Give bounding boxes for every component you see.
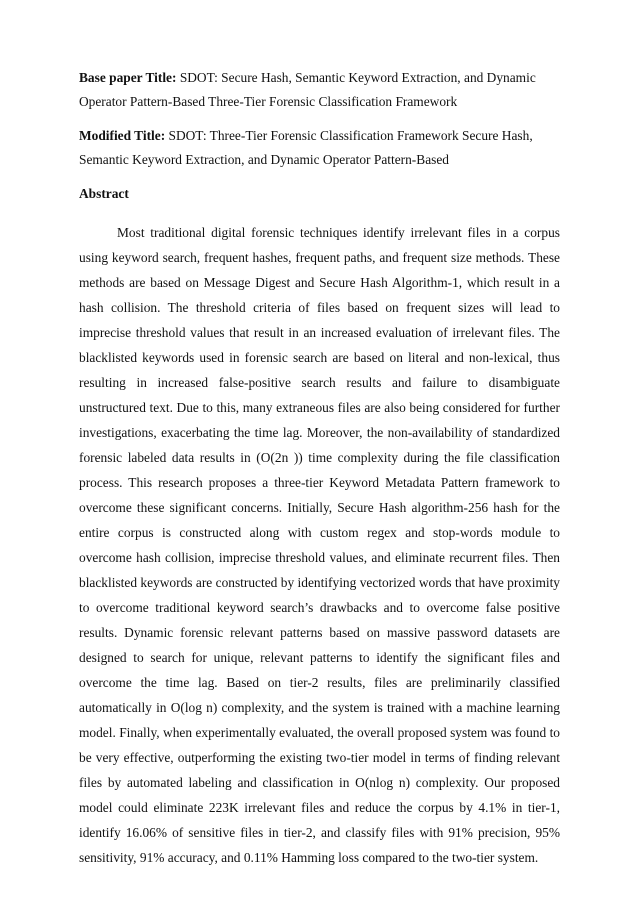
- base-paper-title-text: SDOT: Secure Hash, Semantic Keyword Extraction, and Dynamic Operator Pattern-Based Three-Tier Forensic Classification Framework: [79, 70, 536, 109]
- document-page: [79, 66, 560, 870]
- modified-title-label: Modified Title:: [79, 128, 166, 143]
- modified-title-text: SDOT: Three-Tier Forensic Classification Framework Secure Hash, Semantic Keyword Extraction, and Dynamic Operator Pattern-Based: [79, 128, 533, 167]
- base-paper-label: Base paper Title:: [79, 70, 177, 85]
- abstract-body: Most traditional digital forensic techniques identify irrelevant files in a corpus using keyword search, frequent hashes, frequent paths, and frequent size methods. These methods are based on Message Digest and Secure Hash Algorithm-1, which result in a hash collision. The threshold criteria of files based on frequent sizes will lead to imprecise threshold values that result in an increased evaluation of irrelevant files. The blacklisted keywords used in forensic search are based on literal and non-lexical, thus resulting in increased false-positive search results and failure to disambiguate unstructured text. Due to this, many extraneous files are also being considered for further investigations, exacerbating the time lag. Moreover, the non-availability of standardized forensic labeled data results in (O(2n )) time complexity during the file classification process. This research proposes a three-tier Keyword Metadata Pattern framework to overcome these significant concerns. Initially, Secure Hash algorithm-256 hash for the entire corpus is constructed along with custom regex and stop-words module to overcome hash collision, imprecise threshold values, and eliminate recurrent files. Then blacklisted keywords are constructed by identifying vectorized words that have proximity to overcome traditional keyword search’s drawbacks and to overcome false positive results. Dynamic forensic relevant patterns based on massive password datasets are designed to search for unique, relevant patterns to identify the significant files and overcome the time lag. Based on tier-2 results, files are preliminarily classified automatically in O(log n) complexity, and the system is trained with a machine learning model. Finally, when experimentally evaluated, the overall proposed system was found to be very effective, outperforming the existing two-tier model in terms of finding relevant files by automated labeling and classification in O(nlog n) complexity. Our proposed model could eliminate 223K irrelevant files and reduce the corpus by 4.1% in tier-1, identify 16.06% of sensitive files in tier-2, and classify files with 91% precision, 95% sensitivity, 91% accuracy, and 0.11% Hamming loss compared to the two-tier system.: [79, 225, 560, 865]
- abstract-heading: Abstract: [79, 186, 129, 201]
- modified-title: [79, 124, 560, 172]
- base-paper-title: [79, 66, 560, 114]
